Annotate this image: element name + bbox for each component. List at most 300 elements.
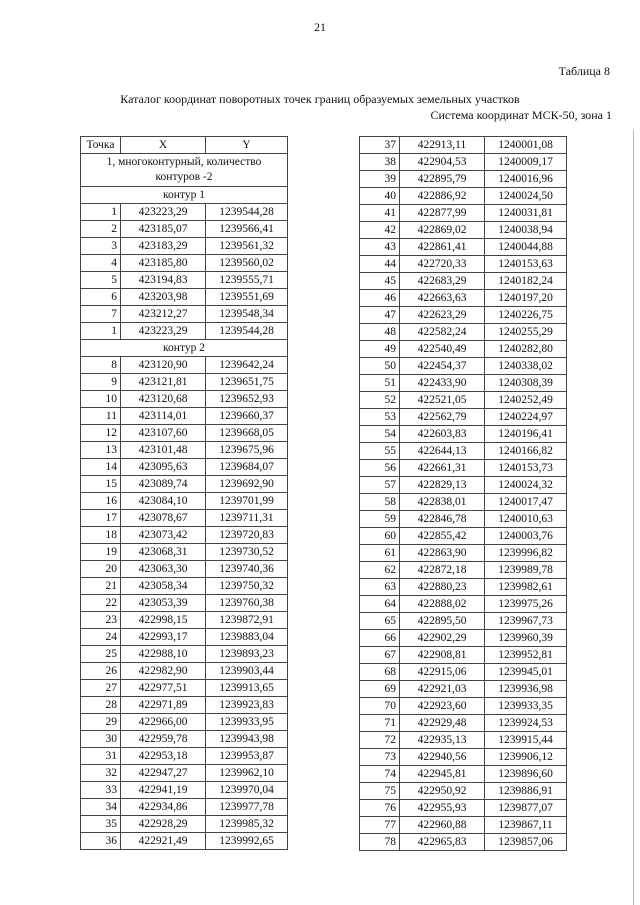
x-coordinate: 422921,49 bbox=[121, 833, 206, 850]
table-row bbox=[360, 579, 567, 596]
y-coordinate: 1239867,11 bbox=[485, 817, 567, 834]
table-row bbox=[360, 596, 567, 613]
y-coordinate: 1240166,82 bbox=[485, 443, 567, 460]
y-coordinate: 1239945,01 bbox=[485, 664, 567, 681]
table-row bbox=[81, 459, 288, 476]
y-coordinate: 1239943,98 bbox=[206, 731, 288, 748]
y-coordinate: 1239566,41 bbox=[206, 221, 288, 238]
y-coordinate: 1239970,04 bbox=[206, 782, 288, 799]
y-coordinate: 1239903,44 bbox=[206, 663, 288, 680]
point-number: 35 bbox=[81, 816, 121, 833]
contour-1-title-row bbox=[81, 187, 288, 204]
table-row bbox=[81, 612, 288, 629]
header-point: Точка bbox=[81, 137, 121, 154]
y-coordinate: 1239668,05 bbox=[206, 425, 288, 442]
point-number: 36 bbox=[81, 833, 121, 850]
x-coordinate: 422454,37 bbox=[400, 358, 485, 375]
point-number: 46 bbox=[360, 290, 400, 307]
y-coordinate: 1239642,24 bbox=[206, 357, 288, 374]
y-coordinate: 1239893,23 bbox=[206, 646, 288, 663]
y-coordinate: 1239740,36 bbox=[206, 561, 288, 578]
point-number: 39 bbox=[360, 171, 400, 188]
point-number: 72 bbox=[360, 732, 400, 749]
x-coordinate: 422915,06 bbox=[400, 664, 485, 681]
table-row bbox=[81, 476, 288, 493]
point-number: 54 bbox=[360, 426, 400, 443]
x-coordinate: 422982,90 bbox=[121, 663, 206, 680]
x-coordinate: 423114,01 bbox=[121, 408, 206, 425]
y-coordinate: 1240010,63 bbox=[485, 511, 567, 528]
y-coordinate: 1239977,78 bbox=[206, 799, 288, 816]
point-number: 27 bbox=[81, 680, 121, 697]
x-coordinate: 422869,02 bbox=[400, 222, 485, 239]
coordinates-table-right bbox=[359, 136, 567, 851]
y-coordinate: 1239652,93 bbox=[206, 391, 288, 408]
y-coordinate: 1240153,63 bbox=[485, 256, 567, 273]
point-number: 48 bbox=[360, 324, 400, 341]
header-y: Y bbox=[206, 137, 288, 154]
point-number: 14 bbox=[81, 459, 121, 476]
x-coordinate: 422895,79 bbox=[400, 171, 485, 188]
table-row bbox=[360, 715, 567, 732]
table-row bbox=[81, 510, 288, 527]
table-row bbox=[81, 816, 288, 833]
x-coordinate: 422663,63 bbox=[400, 290, 485, 307]
y-coordinate: 1239933,95 bbox=[206, 714, 288, 731]
point-number: 5 bbox=[81, 272, 121, 289]
y-coordinate: 1240224,97 bbox=[485, 409, 567, 426]
table-label: Таблица 8 bbox=[558, 64, 610, 78]
x-coordinate: 423084,10 bbox=[121, 493, 206, 510]
point-number: 34 bbox=[81, 799, 121, 816]
x-coordinate: 422904,53 bbox=[400, 154, 485, 171]
y-coordinate: 1239962,10 bbox=[206, 765, 288, 782]
table-row bbox=[81, 306, 288, 323]
page-edge-line bbox=[633, 130, 634, 905]
table-row bbox=[360, 290, 567, 307]
table-row bbox=[360, 562, 567, 579]
x-coordinate: 422947,27 bbox=[121, 765, 206, 782]
table-row bbox=[81, 731, 288, 748]
x-coordinate: 422935,13 bbox=[400, 732, 485, 749]
table-row bbox=[360, 664, 567, 681]
point-number: 43 bbox=[360, 239, 400, 256]
table-row bbox=[360, 256, 567, 273]
table-row bbox=[360, 698, 567, 715]
x-coordinate: 422644,13 bbox=[400, 443, 485, 460]
point-number: 76 bbox=[360, 800, 400, 817]
x-coordinate: 422603,83 bbox=[400, 426, 485, 443]
y-coordinate: 1240016,96 bbox=[485, 171, 567, 188]
x-coordinate: 423101,48 bbox=[121, 442, 206, 459]
x-coordinate: 422953,18 bbox=[121, 748, 206, 765]
y-coordinate: 1239960,39 bbox=[485, 630, 567, 647]
x-coordinate: 422582,24 bbox=[400, 324, 485, 341]
plot-title-row bbox=[81, 154, 288, 187]
table-row bbox=[81, 408, 288, 425]
x-coordinate: 423095,63 bbox=[121, 459, 206, 476]
table-row bbox=[81, 323, 288, 340]
y-coordinate: 1239883,04 bbox=[206, 629, 288, 646]
x-coordinate: 423120,90 bbox=[121, 357, 206, 374]
y-coordinate: 1239936,98 bbox=[485, 681, 567, 698]
table-row bbox=[360, 494, 567, 511]
x-coordinate: 422921,03 bbox=[400, 681, 485, 698]
y-coordinate: 1239720,83 bbox=[206, 527, 288, 544]
y-coordinate: 1239967,73 bbox=[485, 613, 567, 630]
x-coordinate: 423121,81 bbox=[121, 374, 206, 391]
y-coordinate: 1239555,71 bbox=[206, 272, 288, 289]
point-number: 75 bbox=[360, 783, 400, 800]
x-coordinate: 422959,78 bbox=[121, 731, 206, 748]
table-row bbox=[81, 391, 288, 408]
y-coordinate: 1239975,26 bbox=[485, 596, 567, 613]
point-number: 53 bbox=[360, 409, 400, 426]
y-coordinate: 1239896,60 bbox=[485, 766, 567, 783]
table-row bbox=[81, 578, 288, 595]
table-row bbox=[360, 766, 567, 783]
table-row bbox=[81, 714, 288, 731]
point-number: 24 bbox=[81, 629, 121, 646]
table-row bbox=[81, 204, 288, 221]
table-row bbox=[360, 205, 567, 222]
x-coordinate: 422928,29 bbox=[121, 816, 206, 833]
table-row bbox=[81, 493, 288, 510]
y-coordinate: 1239924,53 bbox=[485, 715, 567, 732]
point-number: 23 bbox=[81, 612, 121, 629]
point-number: 29 bbox=[81, 714, 121, 731]
y-coordinate: 1240009,17 bbox=[485, 154, 567, 171]
table-row bbox=[360, 171, 567, 188]
page-number: 21 bbox=[314, 20, 326, 34]
table-row bbox=[81, 289, 288, 306]
x-coordinate: 423078,67 bbox=[121, 510, 206, 527]
y-coordinate: 1240226,75 bbox=[485, 307, 567, 324]
contour-2-title-row bbox=[81, 340, 288, 357]
point-number: 9 bbox=[81, 374, 121, 391]
table-row bbox=[81, 697, 288, 714]
table-row bbox=[360, 341, 567, 358]
point-number: 8 bbox=[81, 357, 121, 374]
y-coordinate: 1239886,91 bbox=[485, 783, 567, 800]
table-row bbox=[360, 273, 567, 290]
x-coordinate: 423058,34 bbox=[121, 578, 206, 595]
table-row bbox=[360, 392, 567, 409]
x-coordinate: 423223,29 bbox=[121, 204, 206, 221]
point-number: 78 bbox=[360, 834, 400, 851]
x-coordinate: 422838,01 bbox=[400, 494, 485, 511]
y-coordinate: 1239750,32 bbox=[206, 578, 288, 595]
x-coordinate: 423107,60 bbox=[121, 425, 206, 442]
y-coordinate: 1239544,28 bbox=[206, 204, 288, 221]
y-coordinate: 1239992,65 bbox=[206, 833, 288, 850]
point-number: 18 bbox=[81, 527, 121, 544]
point-number: 28 bbox=[81, 697, 121, 714]
point-number: 26 bbox=[81, 663, 121, 680]
x-coordinate: 422993,17 bbox=[121, 629, 206, 646]
x-coordinate: 422965,83 bbox=[400, 834, 485, 851]
point-number: 71 bbox=[360, 715, 400, 732]
table-row bbox=[360, 613, 567, 630]
table-row bbox=[81, 238, 288, 255]
y-coordinate: 1239952,81 bbox=[485, 647, 567, 664]
table-row bbox=[81, 782, 288, 799]
table-row bbox=[360, 154, 567, 171]
x-coordinate: 422829,13 bbox=[400, 477, 485, 494]
table-row bbox=[360, 681, 567, 698]
y-coordinate: 1239877,07 bbox=[485, 800, 567, 817]
x-coordinate: 423183,29 bbox=[121, 238, 206, 255]
y-coordinate: 1240252,49 bbox=[485, 392, 567, 409]
point-number: 44 bbox=[360, 256, 400, 273]
point-number: 4 bbox=[81, 255, 121, 272]
y-coordinate: 1240024,32 bbox=[485, 477, 567, 494]
y-coordinate: 1239982,61 bbox=[485, 579, 567, 596]
y-coordinate: 1239913,65 bbox=[206, 680, 288, 697]
x-coordinate: 422934,86 bbox=[121, 799, 206, 816]
table-row bbox=[81, 425, 288, 442]
table-row bbox=[360, 800, 567, 817]
x-coordinate: 422908,81 bbox=[400, 647, 485, 664]
table-row bbox=[360, 817, 567, 834]
point-number: 41 bbox=[360, 205, 400, 222]
y-coordinate: 1239551,69 bbox=[206, 289, 288, 306]
x-coordinate: 422929,48 bbox=[400, 715, 485, 732]
point-number: 66 bbox=[360, 630, 400, 647]
x-coordinate: 422888,02 bbox=[400, 596, 485, 613]
x-coordinate: 422895,50 bbox=[400, 613, 485, 630]
x-coordinate: 422562,79 bbox=[400, 409, 485, 426]
table-row bbox=[81, 561, 288, 578]
point-number: 15 bbox=[81, 476, 121, 493]
contour-1-title: контур 1 bbox=[81, 187, 288, 204]
table-row bbox=[81, 374, 288, 391]
table-row bbox=[360, 630, 567, 647]
x-coordinate: 423185,07 bbox=[121, 221, 206, 238]
y-coordinate: 1240338,02 bbox=[485, 358, 567, 375]
y-coordinate: 1240182,24 bbox=[485, 273, 567, 290]
x-coordinate: 422998,15 bbox=[121, 612, 206, 629]
y-coordinate: 1240044,88 bbox=[485, 239, 567, 256]
point-number: 40 bbox=[360, 188, 400, 205]
point-number: 37 bbox=[360, 137, 400, 154]
table-row bbox=[360, 358, 567, 375]
x-coordinate: 422720,33 bbox=[400, 256, 485, 273]
y-coordinate: 1239953,87 bbox=[206, 748, 288, 765]
x-coordinate: 423194,83 bbox=[121, 272, 206, 289]
point-number: 31 bbox=[81, 748, 121, 765]
point-number: 65 bbox=[360, 613, 400, 630]
point-number: 57 bbox=[360, 477, 400, 494]
point-number: 58 bbox=[360, 494, 400, 511]
point-number: 49 bbox=[360, 341, 400, 358]
y-coordinate: 1240308,39 bbox=[485, 375, 567, 392]
x-coordinate: 422940,56 bbox=[400, 749, 485, 766]
point-number: 74 bbox=[360, 766, 400, 783]
table-row bbox=[360, 647, 567, 664]
table-row bbox=[81, 595, 288, 612]
table-row bbox=[360, 460, 567, 477]
table-row bbox=[81, 799, 288, 816]
y-coordinate: 1240031,81 bbox=[485, 205, 567, 222]
x-coordinate: 422540,49 bbox=[400, 341, 485, 358]
header-x: X bbox=[121, 137, 206, 154]
point-number: 59 bbox=[360, 511, 400, 528]
x-coordinate: 422923,60 bbox=[400, 698, 485, 715]
point-number: 17 bbox=[81, 510, 121, 527]
table-row bbox=[360, 749, 567, 766]
coordinates-table-left bbox=[80, 136, 288, 850]
table-row bbox=[81, 442, 288, 459]
table-row bbox=[81, 357, 288, 374]
table-row bbox=[360, 834, 567, 851]
y-coordinate: 1239701,99 bbox=[206, 493, 288, 510]
point-number: 67 bbox=[360, 647, 400, 664]
y-coordinate: 1239906,12 bbox=[485, 749, 567, 766]
x-coordinate: 422855,42 bbox=[400, 528, 485, 545]
point-number: 62 bbox=[360, 562, 400, 579]
table-row bbox=[360, 528, 567, 545]
table-row bbox=[360, 477, 567, 494]
point-number: 69 bbox=[360, 681, 400, 698]
table-row bbox=[81, 255, 288, 272]
point-number: 11 bbox=[81, 408, 121, 425]
x-coordinate: 422863,90 bbox=[400, 545, 485, 562]
x-coordinate: 422521,05 bbox=[400, 392, 485, 409]
table-row bbox=[360, 409, 567, 426]
x-coordinate: 423185,80 bbox=[121, 255, 206, 272]
point-number: 12 bbox=[81, 425, 121, 442]
point-number: 50 bbox=[360, 358, 400, 375]
y-coordinate: 1239560,02 bbox=[206, 255, 288, 272]
x-coordinate: 422886,92 bbox=[400, 188, 485, 205]
point-number: 21 bbox=[81, 578, 121, 595]
x-coordinate: 423203,98 bbox=[121, 289, 206, 306]
x-coordinate: 422623,29 bbox=[400, 307, 485, 324]
y-coordinate: 1239660,37 bbox=[206, 408, 288, 425]
table-row bbox=[81, 663, 288, 680]
x-coordinate: 422988,10 bbox=[121, 646, 206, 663]
table-row bbox=[81, 629, 288, 646]
table-row bbox=[81, 221, 288, 238]
table-row bbox=[360, 324, 567, 341]
x-coordinate: 422902,29 bbox=[400, 630, 485, 647]
point-number: 7 bbox=[81, 306, 121, 323]
x-coordinate: 422877,99 bbox=[400, 205, 485, 222]
table-row bbox=[360, 222, 567, 239]
x-coordinate: 422913,11 bbox=[400, 137, 485, 154]
x-coordinate: 422941,19 bbox=[121, 782, 206, 799]
plot-title: 1, многоконтурный, количество контуров -2 bbox=[81, 154, 288, 187]
y-coordinate: 1239548,34 bbox=[206, 306, 288, 323]
point-number: 33 bbox=[81, 782, 121, 799]
point-number: 19 bbox=[81, 544, 121, 561]
y-coordinate: 1239857,06 bbox=[485, 834, 567, 851]
y-coordinate: 1239711,31 bbox=[206, 510, 288, 527]
x-coordinate: 422861,41 bbox=[400, 239, 485, 256]
table-row bbox=[360, 545, 567, 562]
point-number: 64 bbox=[360, 596, 400, 613]
header-row bbox=[81, 137, 288, 154]
y-coordinate: 1239933,35 bbox=[485, 698, 567, 715]
y-coordinate: 1239872,91 bbox=[206, 612, 288, 629]
y-coordinate: 1239760,38 bbox=[206, 595, 288, 612]
point-number: 68 bbox=[360, 664, 400, 681]
y-coordinate: 1240196,41 bbox=[485, 426, 567, 443]
x-coordinate: 422661,31 bbox=[400, 460, 485, 477]
point-number: 1 bbox=[81, 204, 121, 221]
y-coordinate: 1240197,20 bbox=[485, 290, 567, 307]
x-coordinate: 422971,89 bbox=[121, 697, 206, 714]
y-coordinate: 1239915,44 bbox=[485, 732, 567, 749]
point-number: 10 bbox=[81, 391, 121, 408]
y-coordinate: 1239730,52 bbox=[206, 544, 288, 561]
table-row bbox=[360, 511, 567, 528]
point-number: 42 bbox=[360, 222, 400, 239]
table-row bbox=[81, 748, 288, 765]
table-caption: Каталог координат поворотных точек границ образуемых земельных участков bbox=[120, 92, 520, 106]
table-row bbox=[81, 527, 288, 544]
y-coordinate: 1239985,32 bbox=[206, 816, 288, 833]
x-coordinate: 422950,92 bbox=[400, 783, 485, 800]
point-number: 22 bbox=[81, 595, 121, 612]
coordinate-system: Система координат МСК-50, зона 1 bbox=[430, 108, 612, 122]
point-number: 13 bbox=[81, 442, 121, 459]
point-number: 55 bbox=[360, 443, 400, 460]
point-number: 61 bbox=[360, 545, 400, 562]
x-coordinate: 422955,93 bbox=[400, 800, 485, 817]
x-coordinate: 422880,23 bbox=[400, 579, 485, 596]
point-number: 45 bbox=[360, 273, 400, 290]
point-number: 32 bbox=[81, 765, 121, 782]
x-coordinate: 423120,68 bbox=[121, 391, 206, 408]
table-row bbox=[81, 646, 288, 663]
table-row bbox=[360, 188, 567, 205]
x-coordinate: 423089,74 bbox=[121, 476, 206, 493]
x-coordinate: 423053,39 bbox=[121, 595, 206, 612]
x-coordinate: 422433,90 bbox=[400, 375, 485, 392]
y-coordinate: 1240153,73 bbox=[485, 460, 567, 477]
table-row bbox=[360, 239, 567, 256]
x-coordinate: 422846,78 bbox=[400, 511, 485, 528]
x-coordinate: 422977,51 bbox=[121, 680, 206, 697]
x-coordinate: 423073,42 bbox=[121, 527, 206, 544]
x-coordinate: 423223,29 bbox=[121, 323, 206, 340]
point-number: 30 bbox=[81, 731, 121, 748]
table-row bbox=[360, 375, 567, 392]
point-number: 6 bbox=[81, 289, 121, 306]
y-coordinate: 1239561,32 bbox=[206, 238, 288, 255]
contour-2-title: контур 2 bbox=[81, 340, 288, 357]
point-number: 20 bbox=[81, 561, 121, 578]
table-row bbox=[360, 783, 567, 800]
point-number: 2 bbox=[81, 221, 121, 238]
y-coordinate: 1240038,94 bbox=[485, 222, 567, 239]
y-coordinate: 1239923,83 bbox=[206, 697, 288, 714]
table-row bbox=[81, 833, 288, 850]
table-row bbox=[81, 680, 288, 697]
y-coordinate: 1240282,80 bbox=[485, 341, 567, 358]
y-coordinate: 1239692,90 bbox=[206, 476, 288, 493]
point-number: 77 bbox=[360, 817, 400, 834]
x-coordinate: 422683,29 bbox=[400, 273, 485, 290]
y-coordinate: 1240003,76 bbox=[485, 528, 567, 545]
table-row bbox=[81, 544, 288, 561]
point-number: 25 bbox=[81, 646, 121, 663]
x-coordinate: 422960,88 bbox=[400, 817, 485, 834]
table-row bbox=[81, 272, 288, 289]
y-coordinate: 1240255,29 bbox=[485, 324, 567, 341]
